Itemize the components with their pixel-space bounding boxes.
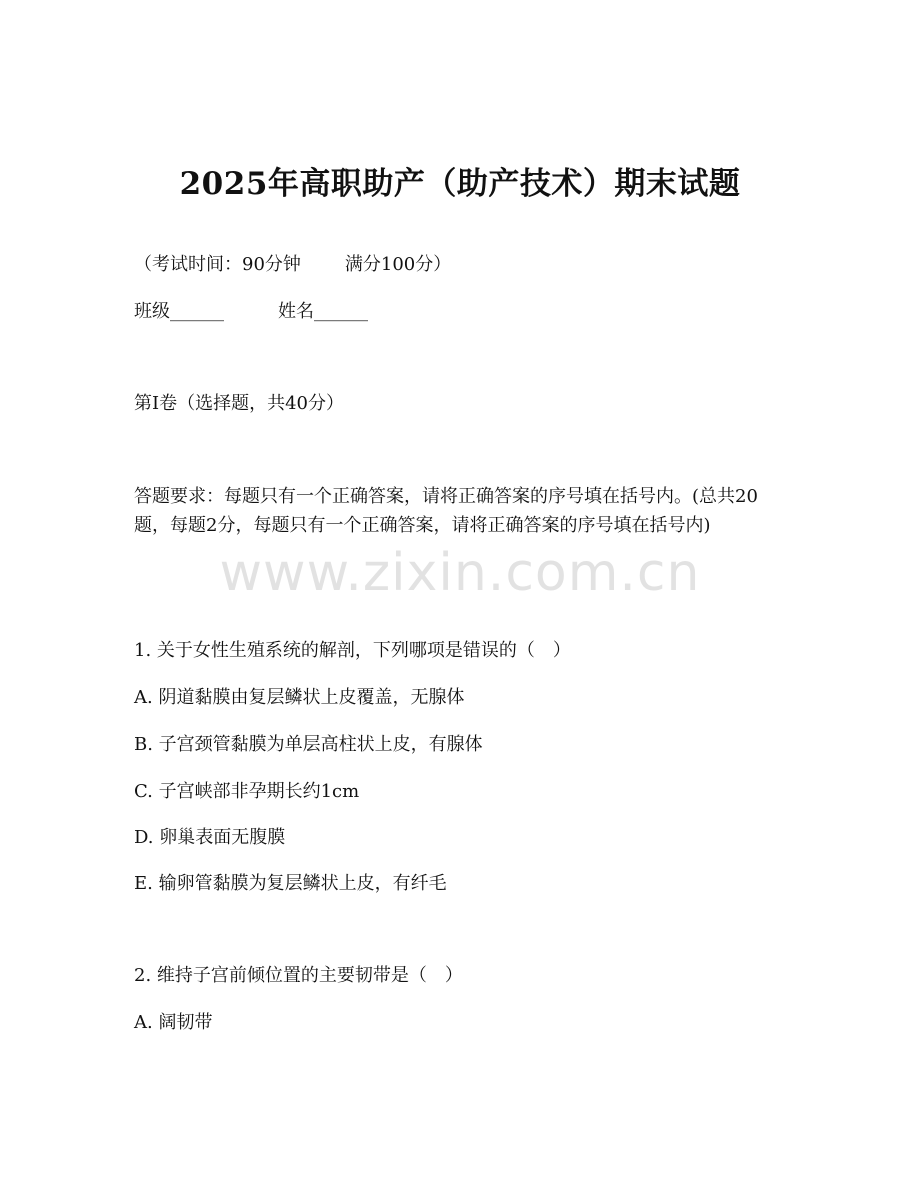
exam-time: （考试时间：90分钟 (134, 254, 301, 275)
full-score: 满分100分） (344, 254, 452, 275)
name-field: 姓名______ (278, 301, 368, 322)
question-1-stem: 1. 关于女性生殖系统的解剖，下列哪项是错误的（ ） (134, 640, 571, 661)
exam-meta (134, 254, 451, 276)
question-2-option-a: A. 阔韧带 (134, 1012, 213, 1033)
student-info (134, 301, 368, 323)
question-1-option-c: C. 子宫峡部非孕期长约1cm (134, 781, 360, 802)
section-heading: 第Ⅰ卷（选择题，共40分） (134, 393, 345, 414)
watermark: www.zixin.com.cn (219, 543, 701, 603)
class-field: 班级______ (134, 301, 224, 322)
document-title: 2025年高职助产（助产技术）期末试题 (179, 166, 741, 202)
question-1-option-e: E. 输卵管黏膜为复层鳞状上皮，有纤毛 (134, 873, 447, 894)
question-1-option-a: A. 阴道黏膜由复层鳞状上皮覆盖，无腺体 (134, 687, 465, 708)
question-1-option-d: D. 卵巢表面无腹膜 (134, 827, 286, 848)
question-2-stem: 2. 维持子宫前倾位置的主要韧带是（ ） (134, 965, 463, 986)
instructions: 答题要求：每题只有一个正确答案，请将正确答案的序号填在括号内。(总共20题，每题2分，每题只有一个正确答案，请将正确答案的序号填在括号内) (134, 486, 758, 536)
question-1-option-b: B. 子宫颈管黏膜为单层高柱状上皮，有腺体 (134, 734, 483, 755)
